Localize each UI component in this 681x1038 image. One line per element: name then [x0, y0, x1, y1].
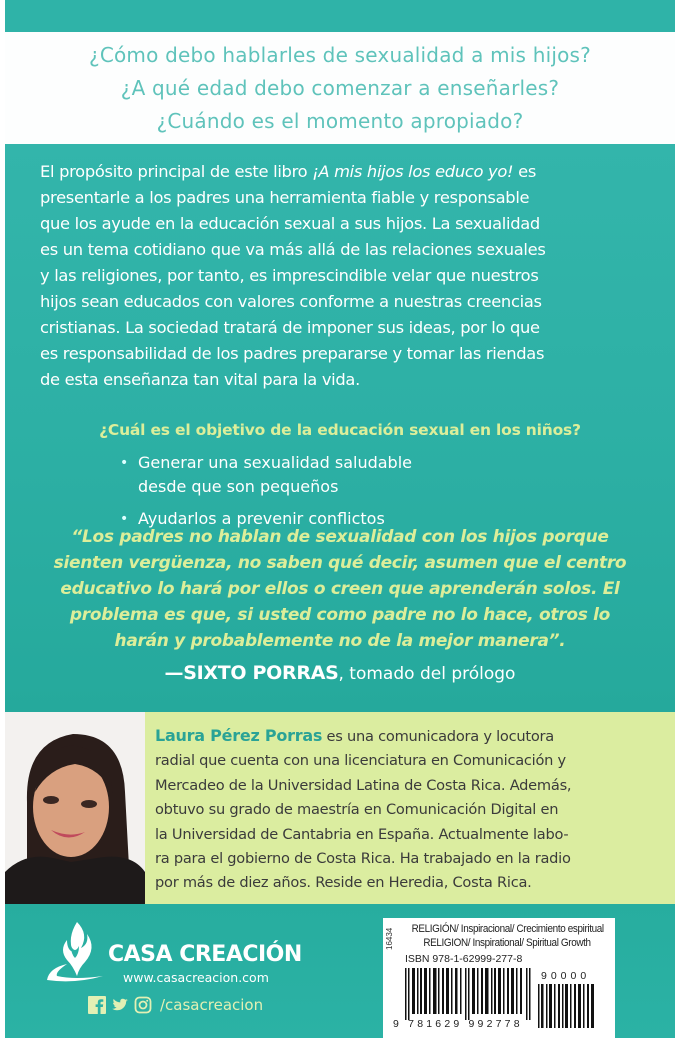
question-2: ¿A qué edad debo comenzar a enseñarles? — [120, 75, 560, 100]
addon-barcode-icon — [538, 984, 596, 1028]
barcode-digits: 9 781629 992778 — [393, 1018, 523, 1030]
bio-text: es una comunicadora y locutora — [322, 728, 554, 745]
publisher-footer — [5, 904, 675, 1038]
top-teal-band — [5, 0, 675, 32]
list-item — [120, 451, 412, 499]
barcode-label — [383, 918, 615, 1038]
social-handle[interactable]: /casacreacion — [160, 996, 264, 1014]
product-code: 16434 — [385, 927, 394, 951]
intro-line: presentarle a los padres una herramienta fiable y responsable — [40, 188, 530, 207]
bio-line: ra para el gobierno de Costa Rica. Ha trabajado en la radio — [155, 850, 571, 868]
facebook-icon[interactable] — [88, 996, 106, 1014]
bio-line: la Universidad de Cantabria en España. Actualmente labo- — [155, 825, 569, 843]
bullet-icon: • — [120, 455, 129, 471]
intro-line: de esta enseñanza tan vital para la vida. — [40, 370, 360, 389]
quote-line: problema es que, si usted como padre no lo hace, otros lo — [69, 605, 611, 625]
bio-line-1 — [155, 724, 675, 749]
quote-line: sienten vergüenza, no saben qué decir, asumen que el centro — [53, 553, 627, 573]
quote-source: , tomado del prólogo — [338, 664, 516, 684]
quote-line: harán y probablemente no de la mejor manera”. — [114, 631, 566, 651]
questions-panel — [5, 32, 675, 144]
bio-line: Mercadeo de la Universidad Latina de Costa Rica. Además, — [155, 776, 572, 794]
author-name: Laura Pérez Porras — [155, 726, 323, 745]
intro-line-1 — [40, 159, 650, 185]
description-panel — [5, 144, 675, 712]
social-links — [88, 996, 263, 1014]
bio-line: radial que cuenta con una licenciatura en Comunicación y — [155, 752, 566, 770]
quote-line: “Los padres no hablan de sexualidad con los hijos porque — [71, 527, 609, 547]
price-code: 90000 — [541, 970, 591, 982]
bullet-icon: • — [120, 511, 129, 527]
intro-line: es un tema cotidiano que va más allá de las relaciones sexuales — [40, 240, 546, 259]
intro-line: hijos sean educados con valores conforme a nuestras creencias — [40, 292, 542, 311]
book-back-cover — [5, 0, 675, 1038]
quote-attribution — [5, 662, 675, 684]
bullet-text: Ayudarlos a prevenir conflictos — [138, 509, 385, 528]
bio-line: por más de diez años. Reside en Heredia, Costa Rica. — [155, 874, 532, 892]
publisher-url[interactable]: www.casacreacion.com — [123, 970, 269, 985]
bio-line: obtuvo su grado de maestría en Comunicación Digital en — [155, 801, 559, 819]
intro-line: que los ayude en la educación sexual a sus hijos. La sexualidad — [40, 214, 540, 233]
publisher-name: CASA CREACIÓN — [108, 942, 302, 967]
isbn-number: ISBN 978-1-62999-277-8 — [405, 953, 523, 965]
instagram-icon[interactable] — [134, 996, 152, 1014]
quote-author: —SIXTO PORRAS — [164, 662, 339, 684]
intro-line: y las religiones, por tanto, es imprescindible velar que nuestros — [40, 266, 539, 285]
author-photo — [5, 712, 145, 904]
author-bio — [155, 724, 675, 896]
intro-text: El propósito principal de este libro — [40, 162, 313, 181]
bullet-text: desde que son pequeños — [138, 477, 339, 496]
book-title: ¡A mis hijos los educo yo! — [312, 162, 514, 181]
quote-line: educativo lo hará por ellos o creen que aprenderán solos. El — [60, 579, 620, 599]
objective-heading: ¿Cuál es el objetivo de la educación sexual en los niños? — [99, 421, 581, 439]
question-1: ¿Cómo debo hablarles de sexualidad a mis hijos? — [89, 42, 591, 67]
flame-logo-icon — [45, 920, 105, 982]
bullet-text: Generar una sexualidad saludable — [138, 453, 412, 472]
intro-paragraph — [40, 159, 650, 393]
intro-line: cristianas. La sociedad tratará de imponer sus ideas, por lo que — [40, 318, 540, 337]
intro-line: es responsabilidad de los padres prepararse y tomar las riendas — [40, 344, 545, 363]
question-3: ¿Cuándo es el momento apropiado? — [156, 108, 524, 133]
author-bio-panel — [5, 712, 675, 904]
intro-text: es — [513, 162, 537, 181]
category-spanish: RELIGIÓN/ Inspiracional/ Crecimiento espiritual — [411, 923, 604, 935]
category-english: RELIGION/ Inspirational/ Spiritual Growth — [423, 937, 591, 949]
twitter-icon[interactable] — [111, 996, 129, 1014]
endorsement-quote — [5, 524, 675, 654]
barcode-icon — [405, 968, 531, 1020]
